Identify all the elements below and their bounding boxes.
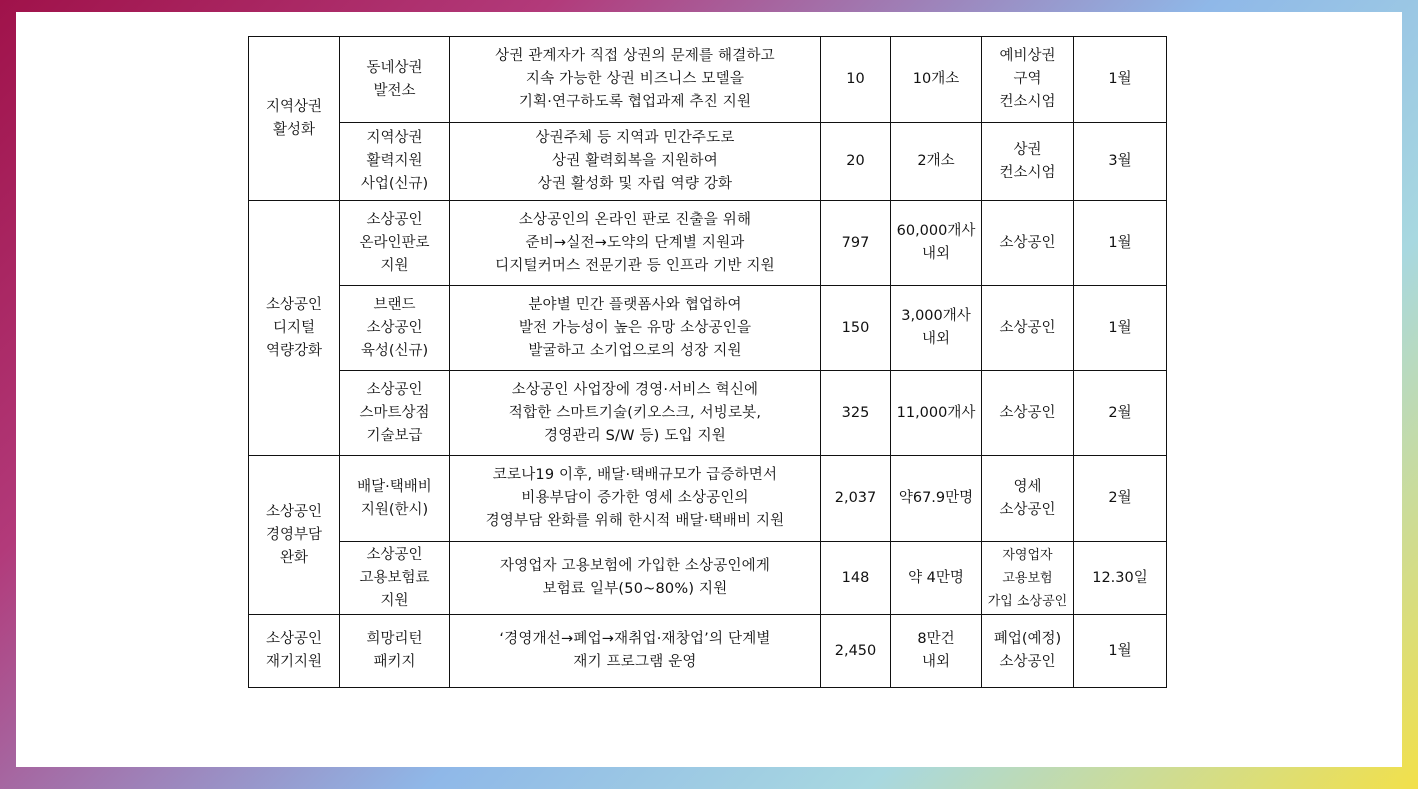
target-cell: 상권 컨소시엄 — [982, 123, 1074, 201]
month-cell: 3월 — [1074, 123, 1167, 201]
program-name-cell: 동네상권 발전소 — [340, 37, 450, 123]
scale-cell: 60,000개사 내외 — [891, 201, 982, 286]
target-cell: 소상공인 — [982, 286, 1074, 371]
program-name-cell: 소상공인 온라인판로 지원 — [340, 201, 450, 286]
budget-cell: 20 — [821, 123, 891, 201]
table-row — [249, 615, 1167, 688]
table-row — [249, 456, 1167, 542]
program-name-cell: 지역상권 활력지원 사업(신규) — [340, 123, 450, 201]
budget-cell: 148 — [821, 542, 891, 615]
description-cell: 소상공인의 온라인 판로 진출을 위해 준비→실전→도약의 단계별 지원과 디지털커머스 전문기관 등 인프라 기반 지원 — [450, 201, 821, 286]
target-cell: 폐업(예정) 소상공인 — [982, 615, 1074, 688]
budget-cell: 2,450 — [821, 615, 891, 688]
program-name-cell: 배달·택배비 지원(한시) — [340, 456, 450, 542]
budget-cell: 10 — [821, 37, 891, 123]
category-cell: 지역상권 활성화 — [249, 37, 340, 201]
scale-cell: 약67.9만명 — [891, 456, 982, 542]
table-row — [249, 542, 1167, 615]
target-cell: 소상공인 — [982, 371, 1074, 456]
category-cell: 소상공인 재기지원 — [249, 615, 340, 688]
scale-cell: 8만건 내외 — [891, 615, 982, 688]
table-row — [249, 37, 1167, 123]
budget-cell: 150 — [821, 286, 891, 371]
scale-cell: 10개소 — [891, 37, 982, 123]
target-cell: 소상공인 — [982, 201, 1074, 286]
scale-cell: 3,000개사 내외 — [891, 286, 982, 371]
table-row — [249, 201, 1167, 286]
category-cell: 소상공인 디지털 역량강화 — [249, 201, 340, 456]
description-cell: 상권 관계자가 직접 상권의 문제를 해결하고 지속 가능한 상권 비즈니스 모델을 기획·연구하도록 협업과제 추진 지원 — [450, 37, 821, 123]
description-cell: 자영업자 고용보험에 가입한 소상공인에게 보험료 일부(50~80%) 지원 — [450, 542, 821, 615]
month-cell: 2월 — [1074, 371, 1167, 456]
program-name-cell: 소상공인 고용보험료 지원 — [340, 542, 450, 615]
description-cell: 코로나19 이후, 배달·택배규모가 급증하면서 비용부담이 증가한 영세 소상공인의 경영부담 완화를 위해 한시적 배달·택배비 지원 — [450, 456, 821, 542]
table-row — [249, 286, 1167, 371]
table-row — [249, 123, 1167, 201]
category-cell: 소상공인 경영부담 완화 — [249, 456, 340, 615]
scale-cell: 약 4만명 — [891, 542, 982, 615]
scale-cell: 2개소 — [891, 123, 982, 201]
scale-cell: 11,000개사 — [891, 371, 982, 456]
month-cell: 1월 — [1074, 615, 1167, 688]
month-cell: 12.30일 — [1074, 542, 1167, 615]
description-cell: 분야별 민간 플랫폼사와 협업하여 발전 가능성이 높은 유망 소상공인을 발굴하고 소기업으로의 성장 지원 — [450, 286, 821, 371]
slide-panel — [16, 12, 1402, 767]
target-cell: 영세 소상공인 — [982, 456, 1074, 542]
month-cell: 2월 — [1074, 456, 1167, 542]
budget-cell: 2,037 — [821, 456, 891, 542]
target-cell: 예비상권 구역 컨소시엄 — [982, 37, 1074, 123]
program-name-cell: 소상공인 스마트상점 기술보급 — [340, 371, 450, 456]
month-cell: 1월 — [1074, 286, 1167, 371]
program-name-cell: 브랜드 소상공인 육성(신규) — [340, 286, 450, 371]
description-cell: ‘경영개선→폐업→재취업·재창업’의 단계별 재기 프로그램 운영 — [450, 615, 821, 688]
month-cell: 1월 — [1074, 37, 1167, 123]
target-cell: 자영업자 고용보험 가입 소상공인 — [982, 542, 1074, 615]
description-cell: 상권주체 등 지역과 민간주도로 상권 활력회복을 지원하여 상권 활성화 및 자립 역량 강화 — [450, 123, 821, 201]
program-name-cell: 희망리턴 패키지 — [340, 615, 450, 688]
budget-cell: 325 — [821, 371, 891, 456]
program-table — [248, 36, 1167, 688]
budget-cell: 797 — [821, 201, 891, 286]
description-cell: 소상공인 사업장에 경영·서비스 혁신에 적합한 스마트기술(키오스크, 서빙로봇, 경영관리 S/W 등) 도입 지원 — [450, 371, 821, 456]
table-row — [249, 371, 1167, 456]
month-cell: 1월 — [1074, 201, 1167, 286]
